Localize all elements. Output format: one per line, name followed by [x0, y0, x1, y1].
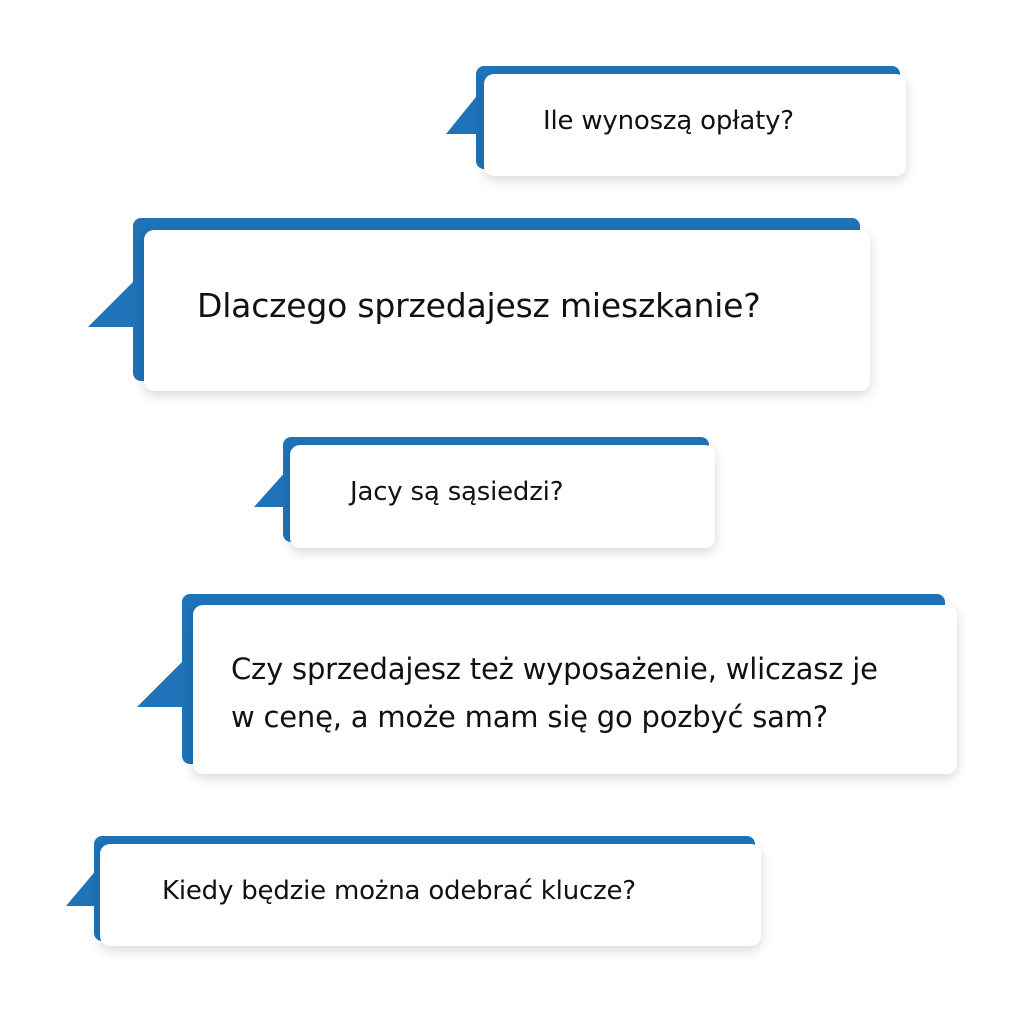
bubble-tail-icon — [137, 658, 186, 707]
question-text-line-2: w cenę, a może mam się go pozbyć sam? — [231, 700, 828, 734]
bubble-tail-icon — [446, 92, 480, 134]
question-text-line-1: Czy sprzedajesz też wyposażenie, wliczasz je — [231, 652, 878, 686]
question-text: Ile wynoszą opłaty? — [543, 106, 794, 136]
question-text: Jacy są sąsiedzi? — [350, 477, 564, 507]
question-text: Dlaczego sprzedajesz mieszkanie? — [197, 286, 761, 325]
bubble-tail-icon — [88, 278, 137, 327]
question-text: Kiedy będzie można odebrać klucze? — [162, 876, 636, 906]
bubble-tail-icon — [254, 470, 287, 507]
bubble-tail-icon — [66, 868, 98, 906]
bubble-card — [193, 605, 957, 774]
